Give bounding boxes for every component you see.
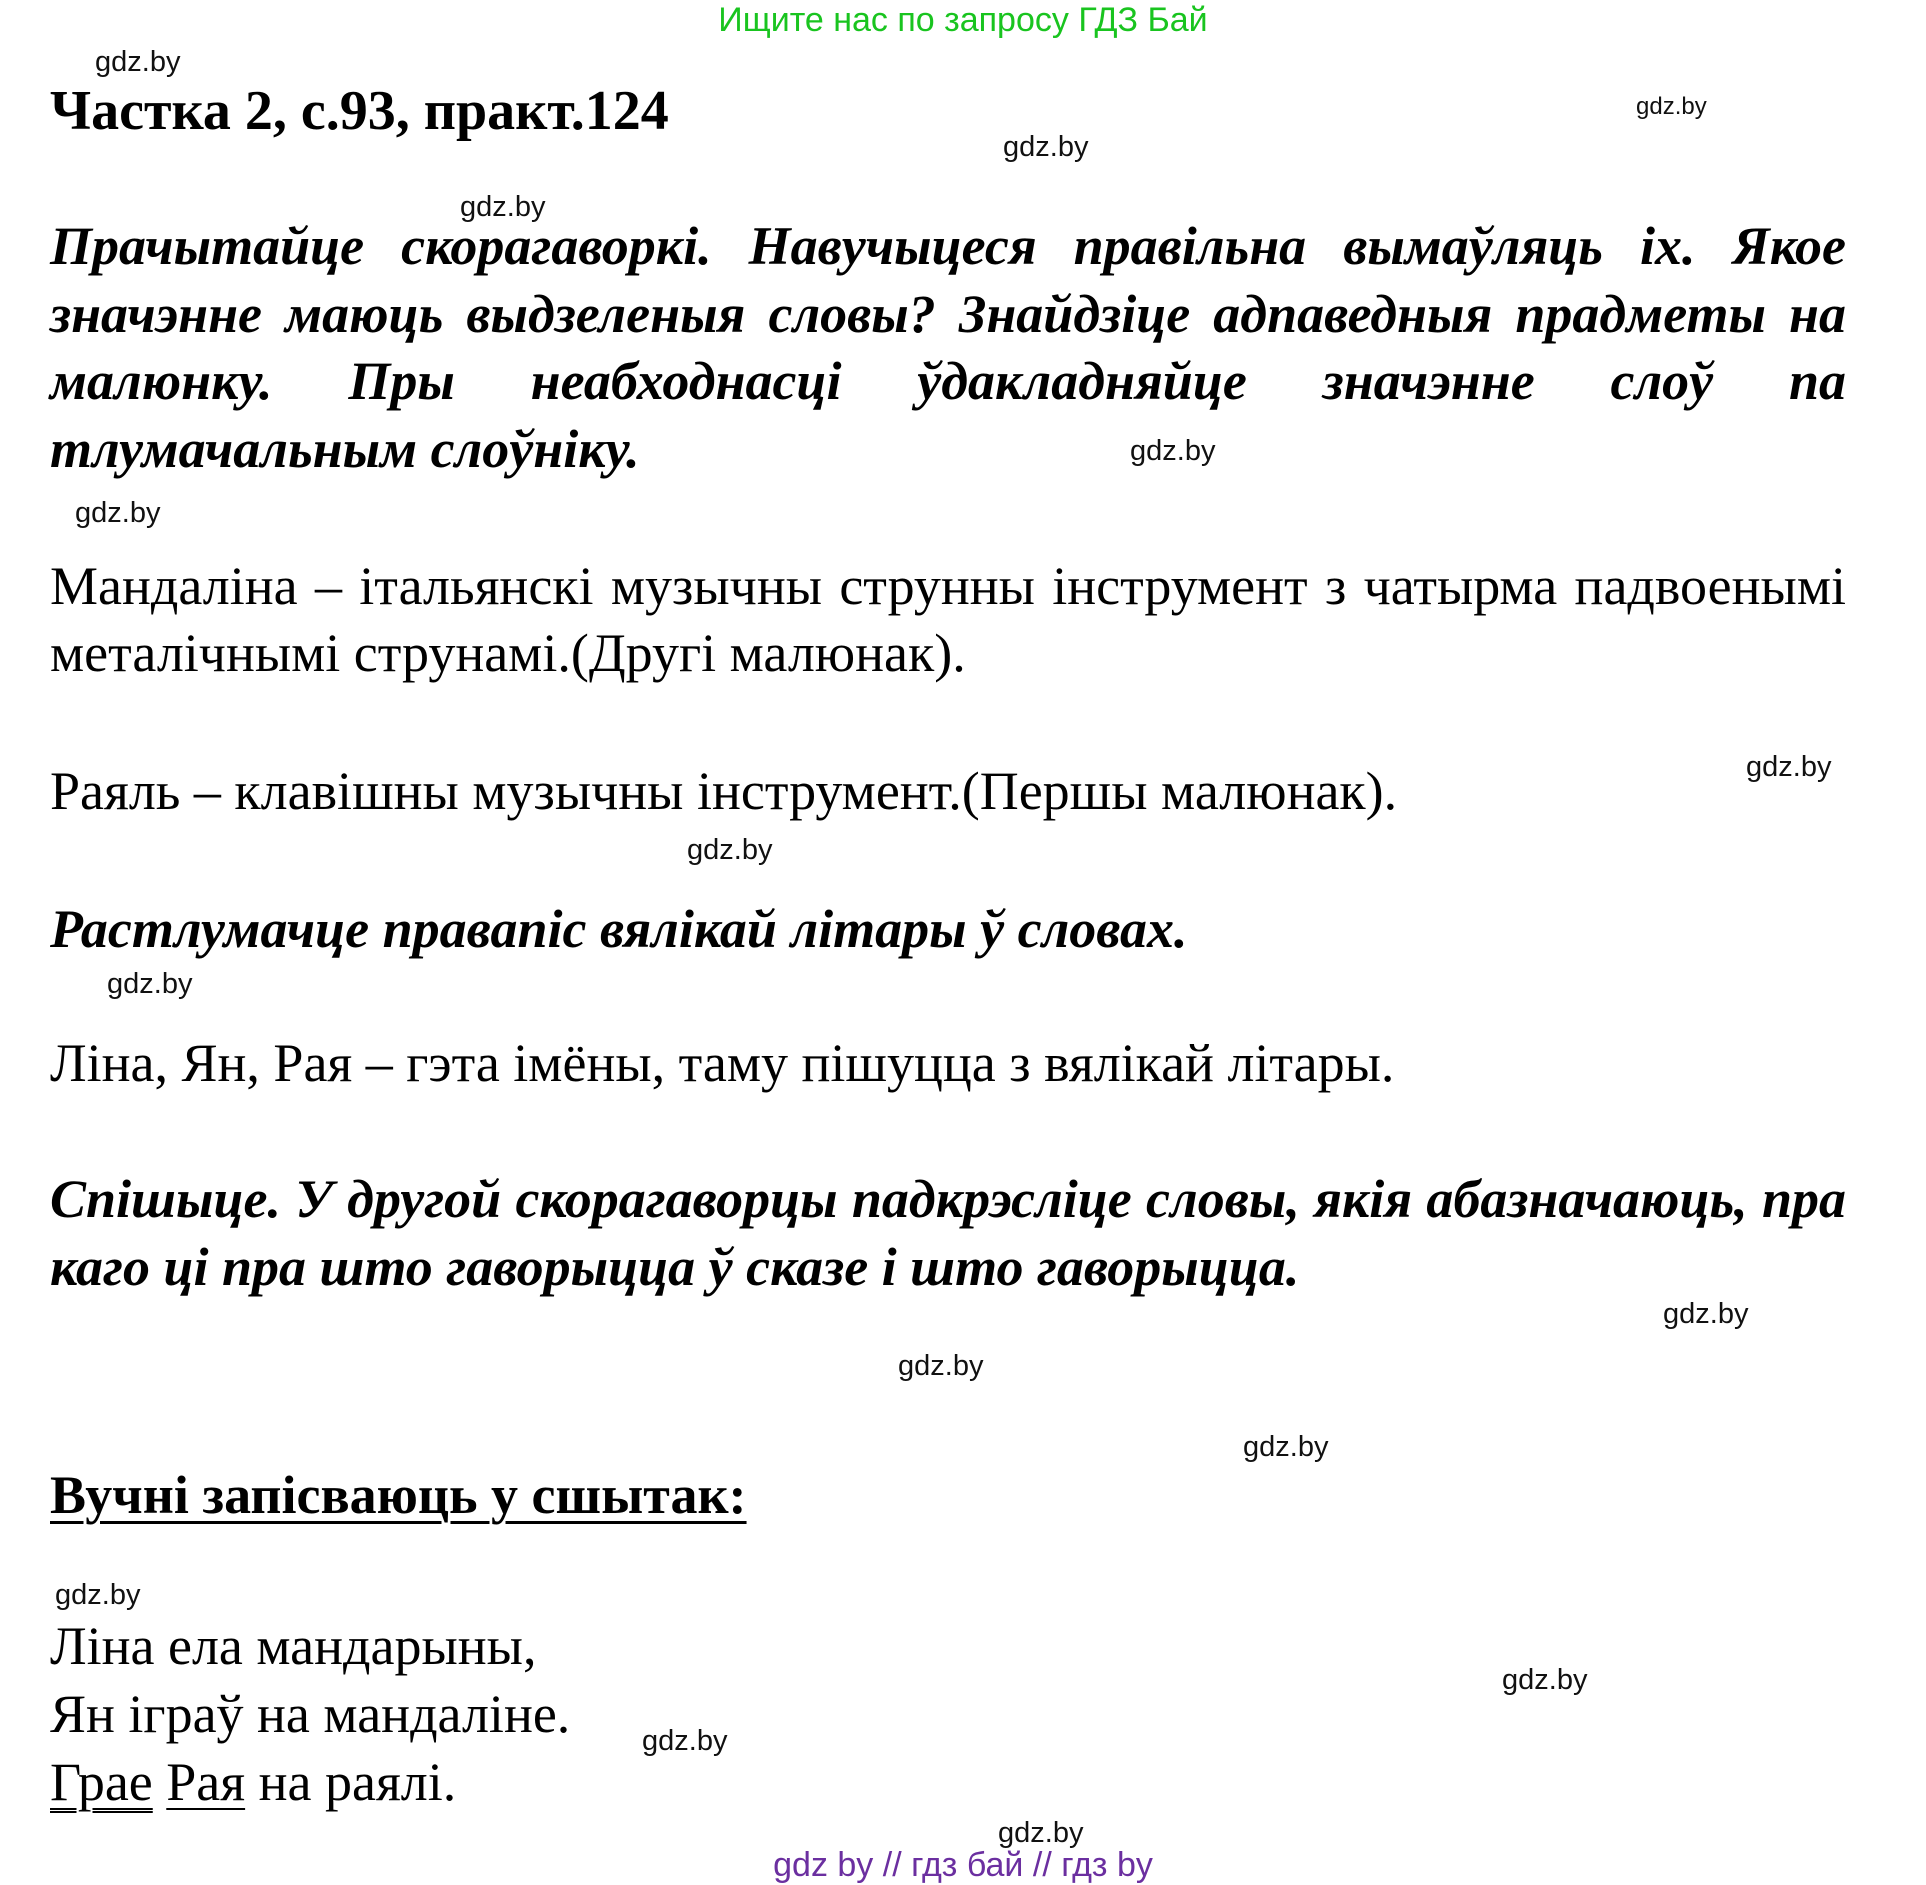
poem-line-3-rest: на раялі. xyxy=(245,1752,457,1812)
poem-line-3 xyxy=(50,1748,570,1816)
task-instruction-2: Растлумачце правапіс вялікай літары ў словах. xyxy=(50,899,1188,959)
task-instruction-1: Прачытайце скорагаворкі. Навучыцеся правільна вымаўляць іх. Якое значэнне маюць выдзеленыя словы? Знайдзіце адпаведныя прадметы на малюнку. Пры неабходнасці ўдакладняйце значэнне слоў па тлумачальным слоўніку. xyxy=(50,216,1846,479)
watermark: gdz.by xyxy=(1746,751,1832,783)
watermark: gdz.by xyxy=(1502,1664,1588,1696)
watermark: gdz.by xyxy=(1130,435,1216,467)
watermark: gdz.by xyxy=(55,1579,141,1611)
page-title: Частка 2, с.93, практ.124 xyxy=(50,80,669,142)
watermark: gdz.by xyxy=(460,191,546,223)
watermark: gdz.by xyxy=(1243,1431,1329,1463)
watermark: gdz.by xyxy=(642,1725,728,1757)
watermark: gdz.by xyxy=(107,968,193,1000)
answer-mandolin: Мандаліна – італьянскі музычны струнны інструмент з чатырма падвоенымі металічнымі струнамі.(Другі малюнак). xyxy=(50,556,1846,683)
section-title: Вучні запісваюць у сшытак: xyxy=(50,1465,747,1525)
watermark: gdz.by xyxy=(687,834,773,866)
answer-names: Ліна, Ян, Рая – гэта імёны, таму пішуцца з вялікай літары. xyxy=(50,1033,1395,1093)
poem-line-2: Ян іграў на мандаліне. xyxy=(50,1684,571,1744)
poem-line-1: Ліна ела мандарыны, xyxy=(50,1616,537,1676)
watermark: gdz.by xyxy=(998,1817,1084,1849)
predicate-underlined: Грае xyxy=(50,1752,153,1812)
task-instruction-3: Спішыце. У другой скорагаворцы падкрэсліце словы, якія абазначаюць, пра каго ці пра што гаворыцца ў сказе і што гаворыцца. xyxy=(50,1169,1846,1297)
answer-piano: Раяль – клавішны музычны інструмент.(Першы малюнак). xyxy=(50,761,1398,821)
tongue-twister xyxy=(50,1612,570,1816)
watermark: gdz.by xyxy=(95,46,181,78)
watermark: gdz.by xyxy=(898,1350,984,1382)
top-banner: Ищите нас по запросу ГДЗ Бай xyxy=(718,1,1208,39)
bottom-banner: gdz by // гдз бай // гдз by xyxy=(773,1846,1153,1884)
watermark: gdz.by xyxy=(1003,131,1089,163)
subject-underlined: Рая xyxy=(166,1752,246,1812)
watermark: gdz.by xyxy=(1663,1298,1749,1330)
watermark: gdz.by xyxy=(75,497,161,529)
watermark: gdz.by xyxy=(1636,93,1707,120)
